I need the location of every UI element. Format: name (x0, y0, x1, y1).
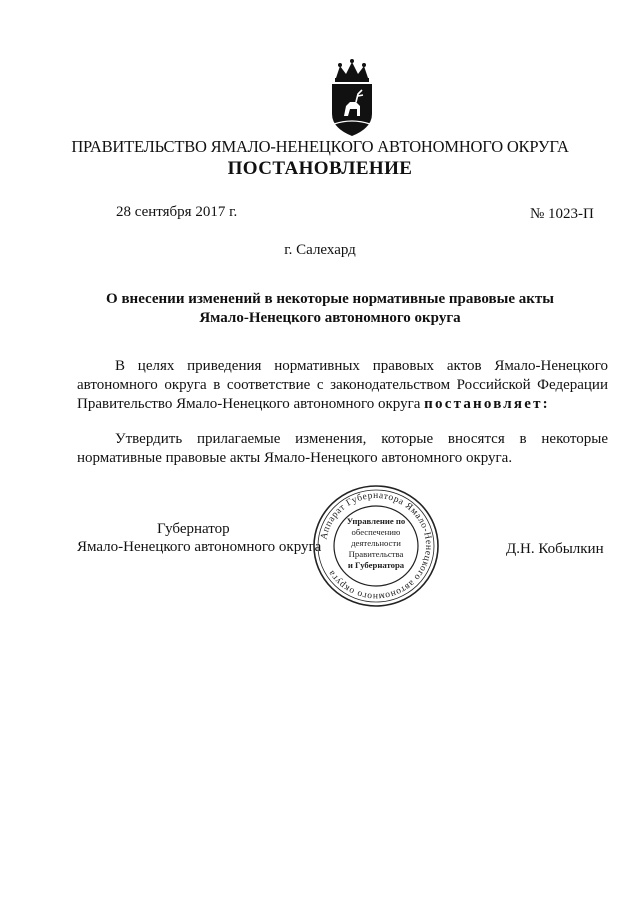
seal-line: деятельности (351, 538, 401, 548)
paragraph-text: Правительство Ямало-Ненецкого автономного округа (77, 396, 421, 412)
paragraph-line: В целях приведения нормативных правовых актов Ямало-Ненецкого (115, 358, 608, 374)
paragraph-line: автономного округа в соответствие с законодательством Российской Федерации (77, 377, 608, 393)
coat-of-arms-icon (320, 58, 384, 138)
seal-line: Управление по (346, 516, 406, 526)
document-city: г. Салехард (284, 242, 356, 258)
document-date: 28 сентября 2017 г. (116, 204, 238, 220)
seal-line: Правительства (348, 549, 404, 559)
document-type: ПОСТАНОВЛЕНИЕ (227, 158, 413, 179)
document-number: № 1023-П (530, 206, 594, 222)
document-subject (96, 290, 564, 328)
subject-line-2: Ямало-Ненецкого автономного округа (199, 310, 461, 326)
seal-line: обеспечению (351, 527, 401, 537)
body-paragraph-2 (77, 430, 608, 468)
paragraph-line: Утвердить прилагаемые изменения, которые вносятся в некоторые (115, 431, 608, 447)
paragraph-line (77, 395, 608, 414)
svg-text:Аппарат Губернатора Ямало-Нене: Аппарат Губернатора Ямало-Ненецкого автономного округа (319, 490, 434, 602)
subject-line-1: О внесении изменений в некоторые нормативные правовые акты (106, 291, 554, 307)
paragraph-line: нормативные правовые акты Ямало-Ненецкого автономного округа. (77, 450, 513, 466)
body-paragraph-1 (77, 357, 608, 414)
signatory-name: Д.Н. Кобылкин (506, 541, 604, 557)
resolution-keyword: постановляет: (424, 396, 550, 412)
signatory-organization: Ямало-Ненецкого автономного округа (77, 539, 322, 555)
signatory-title: Губернатор (157, 521, 230, 537)
organization-title: ПРАВИТЕЛЬСТВО ЯМАЛО-НЕНЕЦКОГО АВТОНОМНОГО ОКРУГА (71, 137, 569, 156)
seal-inner-text (333, 516, 419, 571)
seal-line: и Губернатора (347, 560, 405, 570)
